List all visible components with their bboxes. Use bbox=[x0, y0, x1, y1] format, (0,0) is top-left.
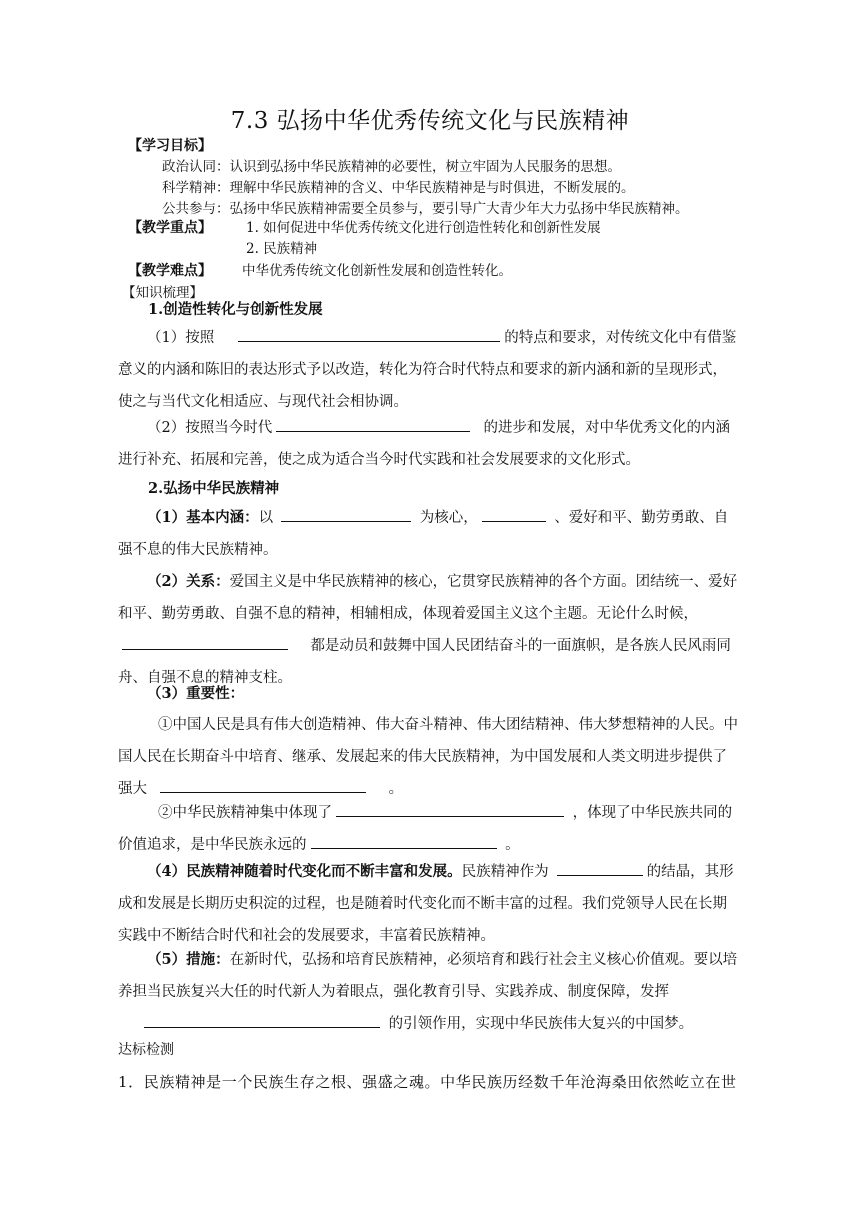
key-points-heading: 【教学重点】 bbox=[128, 220, 212, 236]
objective-item: 公共参与：弘扬中华民族精神需要全员参与，要引导广大青少年大力弘扬中华民族精神。 bbox=[162, 201, 689, 217]
text: 的特点和要求，对传统文化中有借鉴意义的内涵和陈旧的表达形式予以改造，转化为符合时代特点和要求的新内涵和新的呈现形式，使之与当代文化相适应、与现代社会相协调。 bbox=[118, 330, 737, 410]
text: 都是动员和鼓舞中国人民团结奋斗的一面旗帜，是各族人民风雨同舟、自强不息的精神支柱。 bbox=[118, 638, 731, 686]
text: 。 bbox=[505, 837, 520, 853]
text: 、爱好和平、勤劳勇敢、自强不息的伟大民族精神。 bbox=[118, 510, 729, 558]
test-heading: 达标检测 bbox=[118, 1042, 174, 1058]
difficulty-text: 中华优秀传统文化创新性发展和创造性转化。 bbox=[242, 263, 512, 279]
section-2-title: 2.弘扬中华民族精神 bbox=[148, 480, 280, 497]
section-2-paragraph-2 bbox=[118, 566, 740, 694]
section-2-paragraph-3-item-2 bbox=[118, 797, 740, 861]
text: （2）按照当今时代 bbox=[147, 420, 273, 436]
section-2-paragraph-1 bbox=[118, 502, 740, 566]
fill-blank[interactable] bbox=[122, 633, 288, 650]
text: 爱国主义是中华民族精神的核心，它贯穿民族精神的各个方面。团结统一、爱好和平、勤劳勇敢、自强不息的精神，相辅相成，体现着爱国主义这个主题。无论什么时候， bbox=[118, 574, 738, 622]
text: 的引领作用，实现中华民族伟大复兴的中国梦。 bbox=[388, 1016, 694, 1032]
fill-blank[interactable] bbox=[336, 800, 564, 817]
section-2-paragraph-4 bbox=[118, 856, 740, 952]
knowledge-heading: 【知识梳理】 bbox=[122, 285, 203, 301]
section-1-title: 1.创造性转化与创新性发展 bbox=[148, 301, 323, 318]
label: （4）民族精神随着时代变化而不断丰富和发展。 bbox=[147, 863, 462, 880]
page-title: 7.3 弘扬中华优秀传统文化与民族精神 bbox=[230, 108, 630, 134]
label: （1）基本内涵： bbox=[147, 509, 259, 526]
text: 在新时代，弘扬和培育民族精神，必须培育和践行社会主义核心价值观。要以培养担当民族复兴大任的时代新人为着眼点，强化教育引导、实践养成、制度保障，发挥 bbox=[118, 952, 738, 1000]
key-point-item: 2. 民族精神 bbox=[246, 241, 318, 257]
text: 。 bbox=[388, 781, 404, 797]
text: 以 bbox=[258, 510, 274, 526]
fill-blank[interactable] bbox=[482, 505, 546, 522]
difficulty-heading: 【教学难点】 bbox=[128, 263, 212, 279]
text: 为核心， bbox=[419, 510, 478, 526]
objective-item: 科学精神：理解中华民族精神的含义、中华民族精神是与时俱进，不断发展的。 bbox=[162, 180, 635, 196]
text: 的结晶，其形成和发展是长期历史积淀的过程，也是随着时代变化而不断丰富的过程。我们党领导人民在长期实践中不断结合时代和社会的发展要求，丰富着民族精神。 bbox=[118, 864, 734, 944]
label: （5）措施： bbox=[147, 951, 230, 968]
fill-blank[interactable] bbox=[144, 1011, 380, 1028]
section-2-paragraph-3-label bbox=[118, 678, 740, 710]
test-question-1: 1．民族精神是一个民族生存之根、强盛之魂。中华民族历经数千年沧海桑田依然屹立在世 bbox=[118, 1073, 737, 1091]
fill-blank[interactable] bbox=[281, 505, 411, 522]
fill-blank[interactable] bbox=[160, 776, 366, 793]
objective-item: 政治认同：认识到弘扬中华民族精神的必要性，树立牢固为人民服务的思想。 bbox=[162, 159, 621, 175]
section-1-paragraph-2 bbox=[118, 412, 740, 476]
section-2-paragraph-3-item-1 bbox=[118, 709, 740, 805]
text: ①中国人民是具有伟大创造精神、伟大奋斗精神、伟大团结精神、伟大梦想精神的人民。中国人民在长期奋斗中培育、继承、发展起来的伟大民族精神，为中国发展和人类文明进步提供了强大 bbox=[118, 717, 738, 797]
section-1-paragraph-1 bbox=[118, 322, 740, 418]
fill-blank[interactable] bbox=[557, 859, 643, 876]
fill-blank[interactable] bbox=[276, 415, 470, 432]
key-point-item: 1. 如何促进中华优秀传统文化进行创造性转化和创新性发展 bbox=[246, 220, 601, 236]
text: ，体现了中华民族共同的价值追求，是中华民族永远的 bbox=[118, 805, 733, 853]
text: （1）按照 bbox=[147, 330, 215, 346]
fill-blank[interactable] bbox=[238, 325, 500, 342]
label: （2）关系： bbox=[147, 573, 230, 590]
text: ②中华民族精神集中体现了 bbox=[158, 805, 332, 821]
section-2-paragraph-5 bbox=[118, 944, 740, 1040]
fill-blank[interactable] bbox=[311, 832, 497, 849]
text: 的进步和发展，对中华优秀文化的内涵进行补充、拓展和完善，使之成为适合当今时代实践和社会发展要求的文化形式。 bbox=[118, 420, 730, 468]
text: 民族精神作为 bbox=[461, 864, 549, 880]
objectives-heading: 【学习目标】 bbox=[128, 138, 212, 154]
label: （3）重要性： bbox=[147, 685, 245, 702]
